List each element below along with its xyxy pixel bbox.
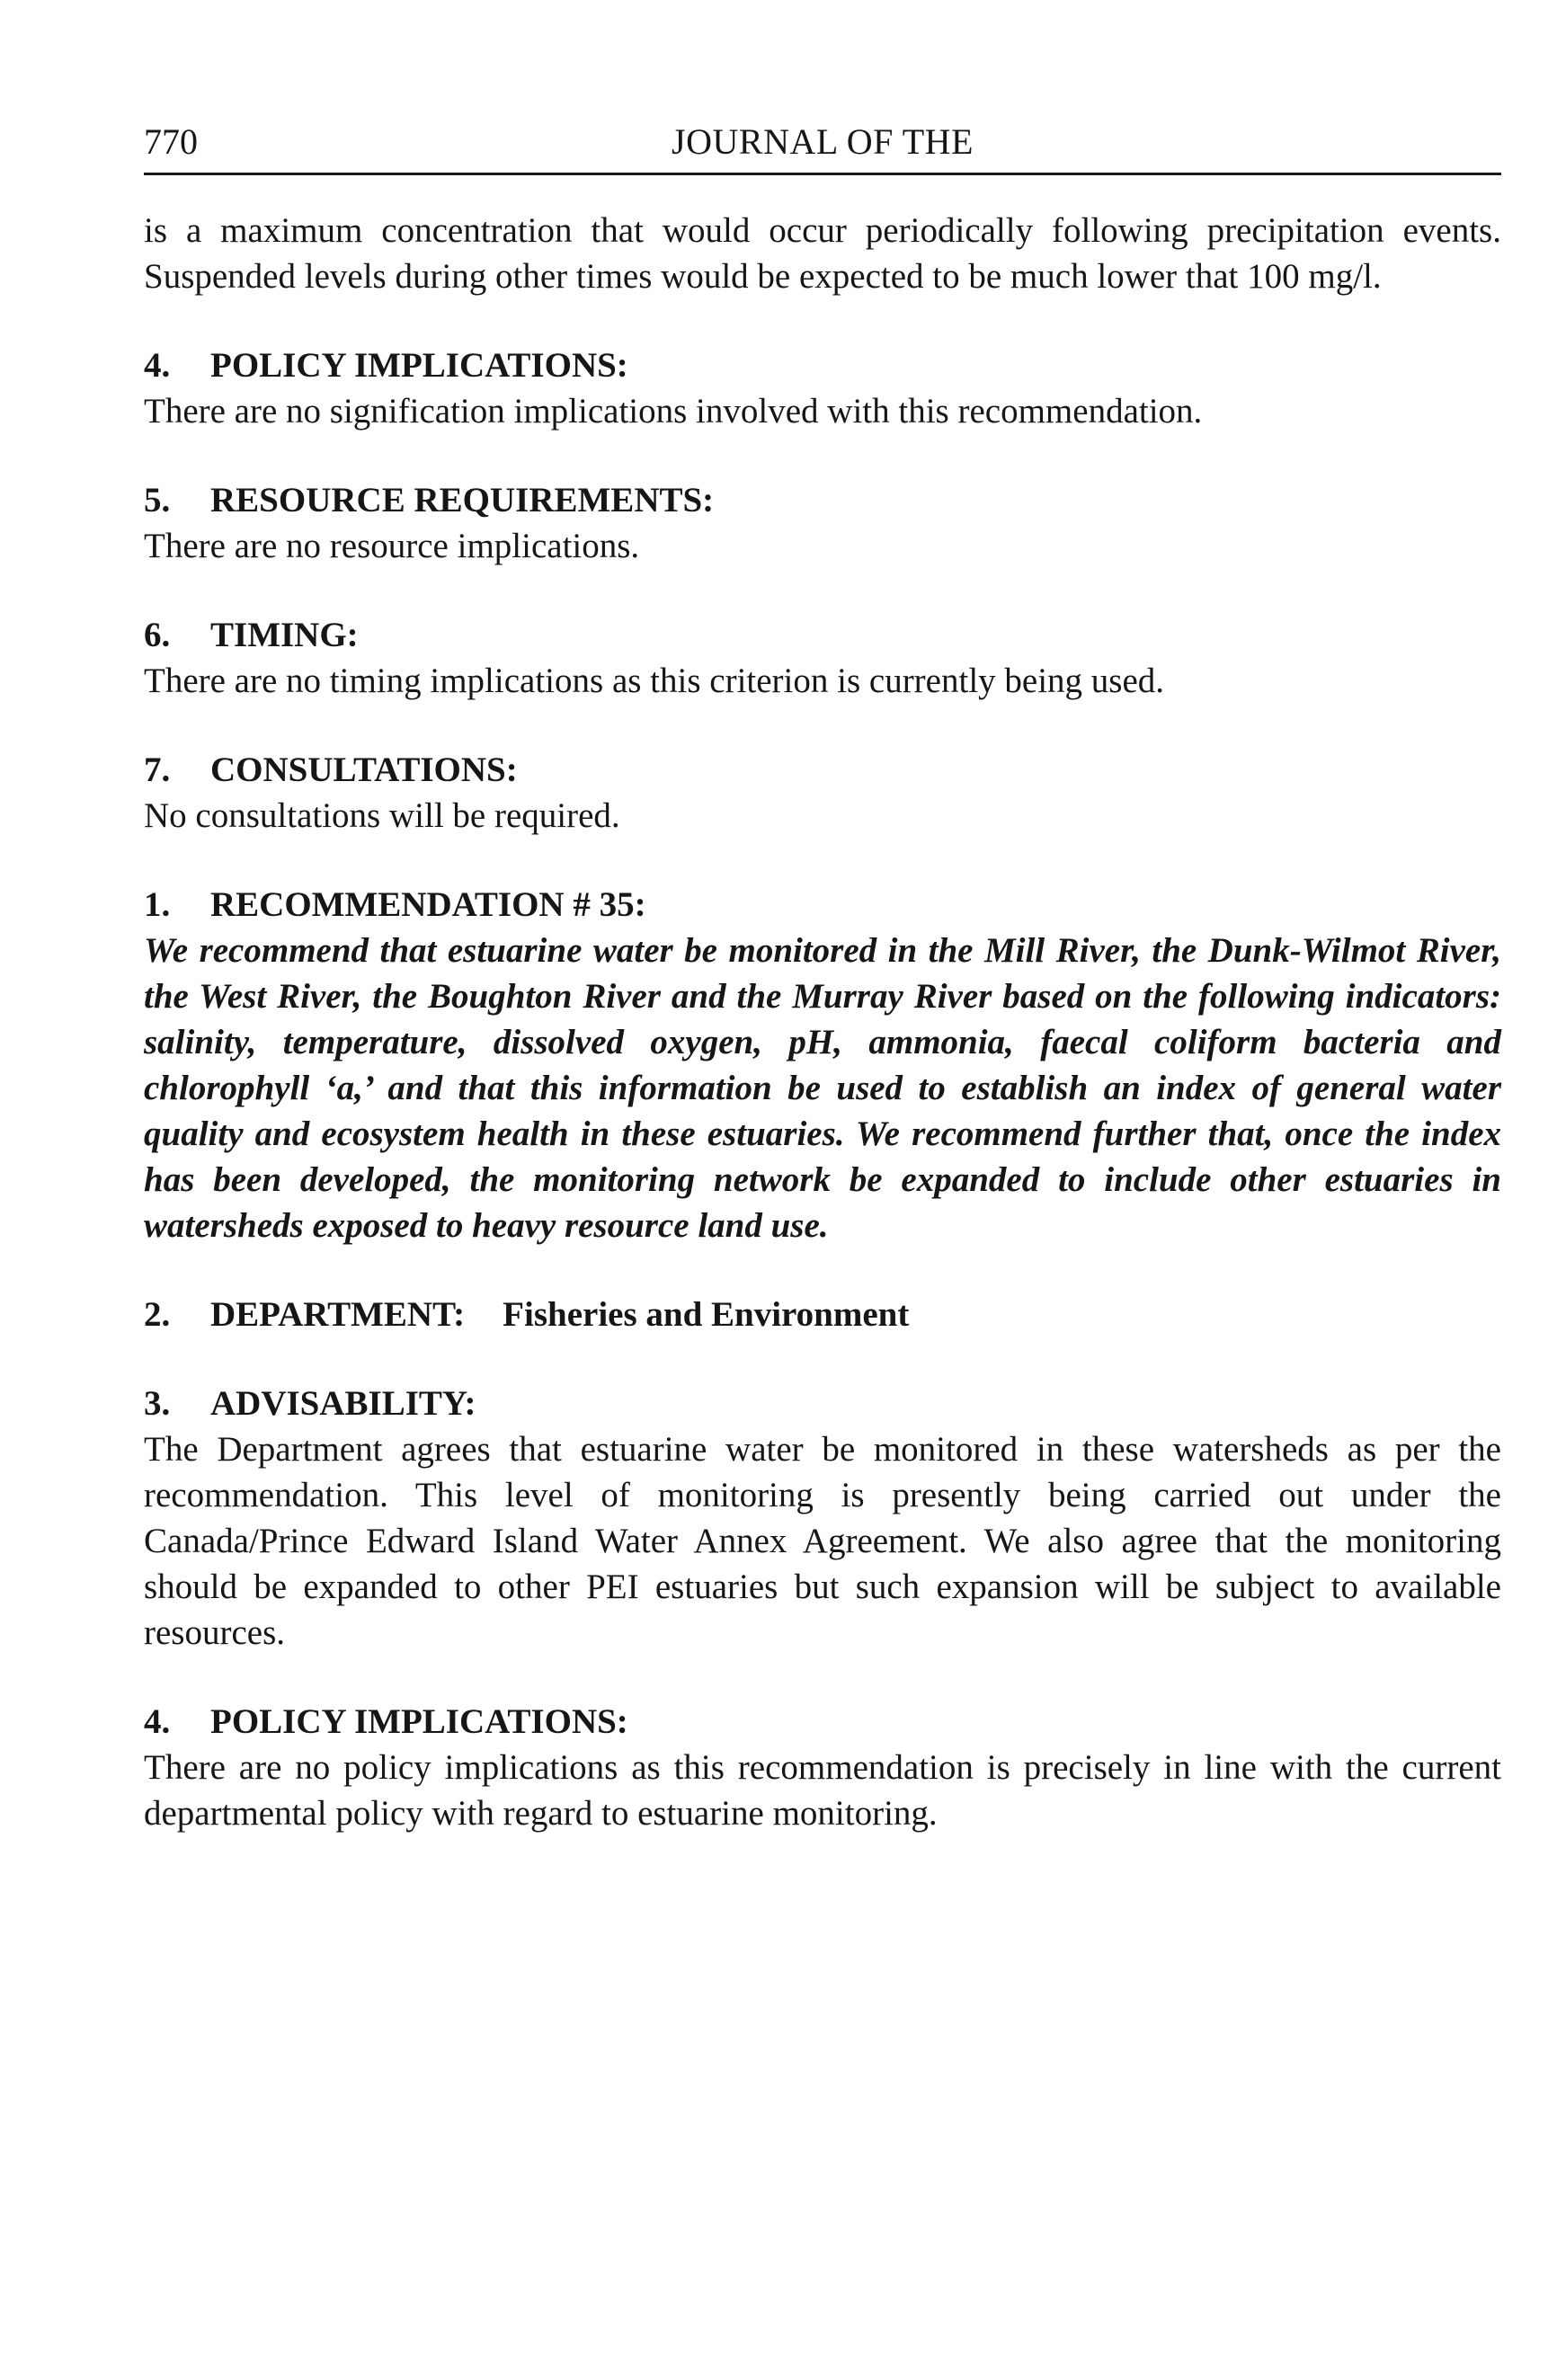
section-title: POLICY IMPLICATIONS: <box>210 346 628 385</box>
section-title: CONSULTATIONS: <box>210 750 518 789</box>
policy-implications-text: There are no policy implications as this recommendation is precisely in line with the current departmental policy with regard to estuarine monitoring. <box>144 1748 1501 1833</box>
recommendation-heading <box>144 882 1501 928</box>
section-number: 4. <box>144 1702 171 1741</box>
department-heading <box>144 1292 1501 1337</box>
policy-implications-heading <box>144 342 1501 388</box>
policy-implications-heading <box>144 1699 1501 1745</box>
section-title: POLICY IMPLICATIONS: <box>210 1702 628 1741</box>
resource-requirements-heading <box>144 477 1501 523</box>
timing-heading <box>144 612 1501 658</box>
resource-requirements-text: There are no resource implications. <box>144 527 640 565</box>
recommendation-text: We recommend that estuarine water be monitored in the Mill River, the Dunk-Wilmot River, the West River, the Boughton River and the Murray River based on the following indicators: salinity, temperature, dissolved oxygen, pH, ammonia, faecal coliform bacteria and chlorophyll ‘a,’ and that this information be used to establish an index of general water quality and ecosystem health in these estuaries. We recommend further that, once the index has been developed, the monitoring network be expanded to include other estuaries in watersheds exposed to heavy resource land use. <box>144 931 1501 1245</box>
section-number: 5. <box>144 481 171 520</box>
department-name: Fisheries and Environment <box>503 1295 910 1334</box>
consultations-text: No consultations will be required. <box>144 796 620 835</box>
intro-paragraph: is a maximum concentration that would occur periodically following precipitation events. Suspended levels during other times would be expected to be much lower that 100 mg/l. <box>144 211 1501 296</box>
section-number: 6. <box>144 616 171 654</box>
timing-text: There are no timing implications as this criterion is currently being used. <box>144 662 1165 700</box>
section-title: RESOURCE REQUIREMENTS: <box>210 481 715 520</box>
section-number: 4. <box>144 346 171 385</box>
section-number: 3. <box>144 1384 171 1423</box>
section-number: 7. <box>144 750 171 789</box>
document-page <box>144 115 1501 1836</box>
section-title: TIMING: <box>210 616 359 654</box>
advisability-text: The Department agrees that estuarine water be monitored in these watersheds as per the recommendation. This level of monitoring is presently being carried out under the Canada/Prince Edward Island Water Annex Agreement. We also agree that the monitoring should be expanded to other PEI estuaries but such expansion will be subject to available resources. <box>144 1430 1501 1652</box>
policy-implications-text: There are no signification implications involved with this recommendation. <box>144 392 1203 431</box>
section-number: 2. <box>144 1295 171 1334</box>
advisability-heading <box>144 1381 1501 1426</box>
section-number: 1. <box>144 885 171 924</box>
page-header <box>144 115 1501 165</box>
header-rule <box>144 173 1501 175</box>
page-number: 770 <box>144 121 198 162</box>
running-head: JOURNAL OF THE <box>672 121 974 162</box>
section-title: ADVISABILITY: <box>210 1384 476 1423</box>
section-title: RECOMMENDATION # 35: <box>210 885 646 924</box>
consultations-heading <box>144 747 1501 793</box>
section-title: DEPARTMENT: <box>210 1295 466 1334</box>
